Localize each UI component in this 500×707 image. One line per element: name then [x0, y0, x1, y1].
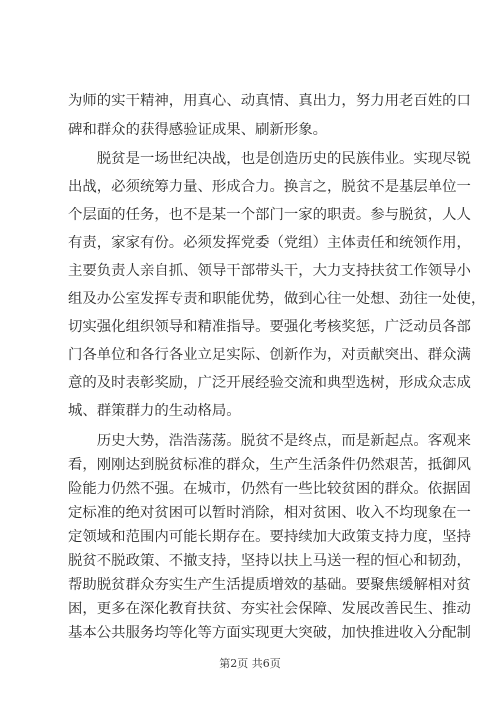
paragraph-3-line-8: 困，更多在深化教育扶贫、夯实社会保障、发展改善民生、推动 [68, 601, 471, 617]
paragraph-3-line-7: 帮助脱贫群众夯实生产生活提质增效的基础。要聚焦缓解相对贫 [68, 577, 471, 593]
paragraph-3-line-9: 基本公共服务均等化等方面实现更大突破，加快推进收入分配制 [68, 625, 471, 641]
paragraph-2-line-4: 有责，家家有份。必须发挥党委（党组）主体责任和统领作用， [68, 235, 471, 251]
paragraph-2-line-7: 切实强化组织领导和精准指导。要强化考核奖惩，广泛动员各部 [68, 319, 471, 335]
paragraph-3-line-2: 看，刚刚达到脱贫标准的群众，生产生活条件仍然艰苦，抵御风 [68, 457, 471, 473]
paragraph-3-line-6: 脱贫不脱政策、不撤支持，坚持以扶上马送一程的恒心和韧劲， [68, 553, 471, 569]
paragraph-2-line-6: 组及办公室发挥专责和职能优势，做到心往一处想、劲往一处使， [68, 291, 486, 307]
paragraph-2-line-8: 门各单位和各行各业立足实际、创新作为，对贡献突出、群众满 [68, 347, 471, 363]
paragraph-1-line-1: 为师的实干精神，用真心、动真情、真出力，努力用老百姓的口 [68, 93, 471, 109]
paragraph-3-line-1: 历史大势，浩浩荡荡。脱贫不是终点，而是新起点。客观来 [68, 433, 471, 449]
paragraph-2-line-1: 脱贫是一场世纪决战，也是创造历史的民族伟业。实现尽锐 [68, 151, 471, 167]
paragraph-2-line-10: 城、群策群力的生动格局。 [68, 403, 241, 419]
paragraph-2-line-5: 主要负责人亲自抓、领导干部带头干，大力支持扶贫工作领导小 [68, 263, 471, 279]
paragraph-2-line-2: 出战，必须统筹力量、形成合力。换言之，脱贫不是基层单位一 [68, 179, 471, 195]
paragraph-3-line-5: 定领域和范围内可能长期存在。要持续加大政策支持力度，坚持 [68, 529, 471, 545]
page-number-footer: 第2页 共6页 [219, 657, 281, 670]
paragraph-3-line-3: 险能力仍然不强。在城市，仍然有一些比较贫困的群众。依据固 [68, 481, 471, 497]
paragraph-2-line-9: 意的及时表彰奖励，广泛开展经验交流和典型选树，形成众志成 [68, 375, 471, 391]
paragraph-2-line-3: 个层面的任务，也不是某一个部门一家的职责。参与脱贫，人人 [68, 207, 471, 223]
paragraph-1-line-2: 碑和群众的获得感验证成果、刷新形象。 [68, 122, 328, 138]
paragraph-3-line-4: 定标准的绝对贫困可以暂时消除，相对贫困、收入不均现象在一 [68, 505, 471, 521]
